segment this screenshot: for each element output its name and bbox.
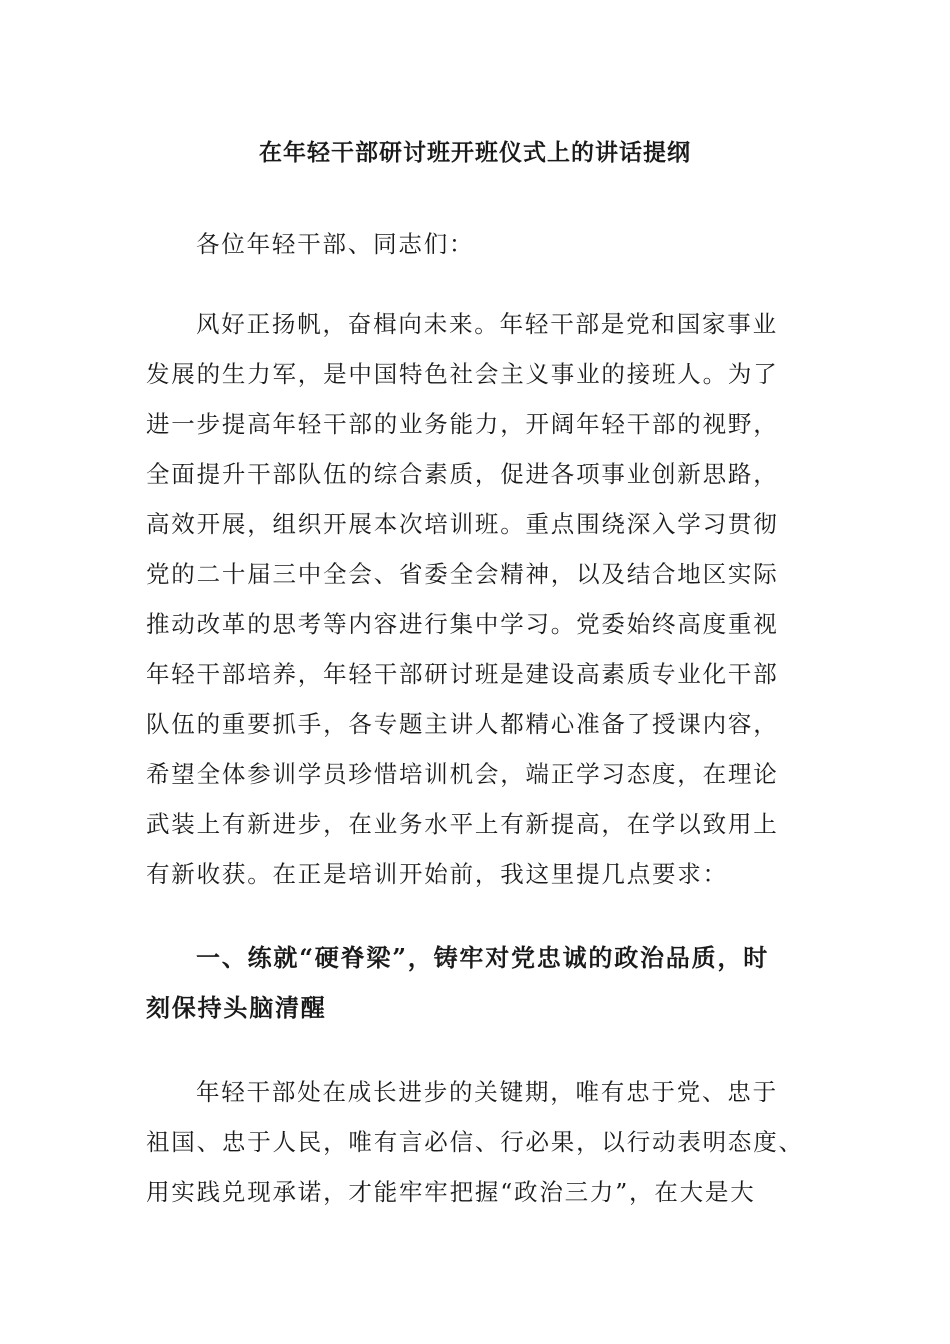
document-title: 在年轻干部研讨班开班仪式上的讲话提纲 xyxy=(259,139,691,166)
section-heading-line: 刻保持头脑清醒 xyxy=(146,993,327,1022)
paragraph-line: 推动改革的思考等内容进行集中学习。党委始终高度重视 xyxy=(146,610,779,638)
section-heading-line: 一、练就“硬脊梁”，铸牢对党忠诚的政治品质，时 xyxy=(196,943,770,972)
paragraph-line: 党的二十届三中全会、省委全会精神，以及结合地区实际 xyxy=(146,560,779,588)
greeting: 各位年轻干部、同志们： xyxy=(196,230,475,258)
paragraph-line: 希望全体参训学员珍惜培训机会，端正学习态度，在理论 xyxy=(146,760,779,788)
paragraph-line: 年轻干部培养，年轻干部研讨班是建设高素质专业化干部 xyxy=(146,660,779,688)
paragraph-line: 武装上有新进步，在业务水平上有新提高，在学以致用上 xyxy=(146,810,779,838)
paragraph-line: 风好正扬帆，奋楫向未来。年轻干部是党和国家事业 xyxy=(196,310,778,338)
paragraph-line: 发展的生力军，是中国特色社会主义事业的接班人。为了 xyxy=(146,360,779,388)
paragraph-line: 队伍的重要抓手，各专题主讲人都精心准备了授课内容， xyxy=(146,710,779,738)
paragraph-line: 高效开展，组织开展本次培训班。重点围绕深入学习贯彻 xyxy=(146,510,779,538)
paragraph-line: 用实践兑现承诺，才能牢牢把握“政治三力”，在大是大 xyxy=(146,1178,756,1206)
paragraph-line: 祖国、忠于人民，唯有言必信、行必果，以行动表明态度、 xyxy=(146,1128,804,1156)
paragraph-line: 年轻干部处在成长进步的关键期，唯有忠于党、忠于 xyxy=(196,1078,778,1106)
paragraph-line: 进一步提高年轻干部的业务能力，开阔年轻干部的视野， xyxy=(146,410,779,438)
paragraph-line: 全面提升干部队伍的综合素质，促进各项事业创新思路， xyxy=(146,460,779,488)
paragraph-line: 有新收获。在正是培训开始前，我这里提几点要求： xyxy=(146,860,728,888)
